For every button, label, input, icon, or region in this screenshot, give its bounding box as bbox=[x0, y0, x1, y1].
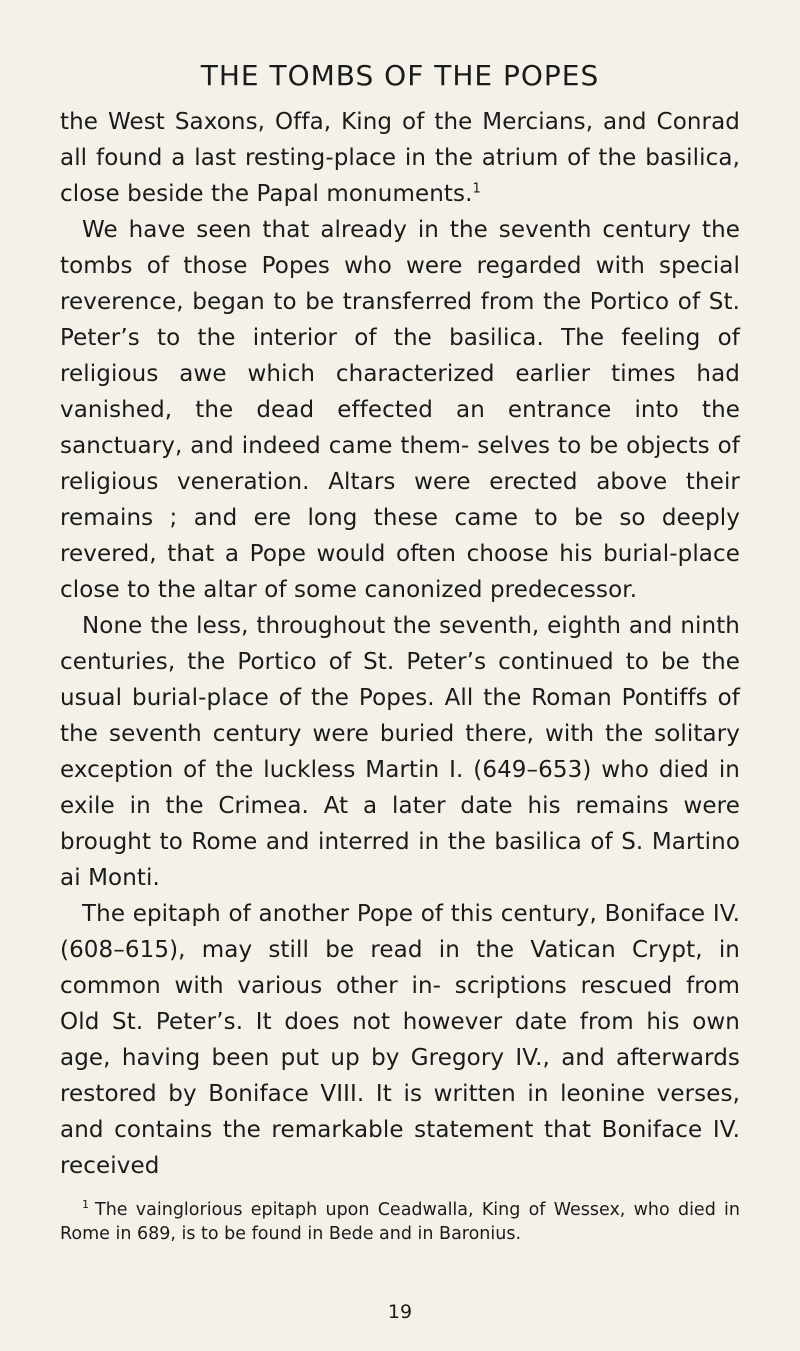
footnote bbox=[60, 1198, 740, 1246]
footnote-mark: 1 bbox=[82, 1198, 89, 1212]
main-text bbox=[60, 104, 740, 1184]
paragraph-4: The epitaph of another Pope of this century, Boniface IV. (608–615), may still be read in the Vatican Crypt, in common with various other in- scriptions rescued from Old St. Peter’s. It does not however date from his own age, having been put up by Gregory IV., and afterwards restored by Boniface VIII. It is written in leonine verses, and contains the remarkable statement that Boniface IV. received bbox=[60, 901, 740, 1179]
footnote-reference: 1 bbox=[472, 181, 481, 197]
paragraph-2: We have seen that already in the seventh century the tombs of those Popes who were regarded with special reverence, began to be transferred from the Portico of St. Peter’s to the interior of the basilica. The feeling of religious awe which characterized earlier times had vanished, the dead effected an entrance into the sanctuary, and indeed came them- selves to be objects of religious veneration. Altars were erected above their remains ; and ere long these came to be so deeply revered, that a Pope would often choose his burial-place close to the altar of some canonized predecessor. bbox=[60, 217, 740, 603]
paragraph-1 bbox=[60, 104, 740, 212]
book-page bbox=[60, 54, 740, 1246]
paragraph-3: None the less, throughout the seventh, eighth and ninth centuries, the Portico of St. Peter’s continued to be the usual burial-place of the Popes. All the Roman Pontiffs of the seventh century were buried there, with the solitary exception of the luckless Martin I. (649–653) who died in exile in the Crimea. At a later date his remains were brought to Rome and interred in the basilica of S. Martino ai Monti. bbox=[60, 613, 740, 891]
page-number: 19 bbox=[387, 1301, 413, 1323]
footnote-text: The vainglorious epitaph upon Ceadwalla, King of Wessex, who died in Rome in 689, is to be found in Bede and in Baronius. bbox=[60, 1200, 740, 1244]
paragraph-1-text: the West Saxons, Offa, King of the Mercians, and Conrad all found a last resting-place in the atrium of the basilica, close beside the Papal monuments. bbox=[60, 109, 740, 207]
footnote-paragraph bbox=[60, 1198, 740, 1246]
running-title: THE TOMBS OF THE POPES bbox=[200, 59, 600, 92]
